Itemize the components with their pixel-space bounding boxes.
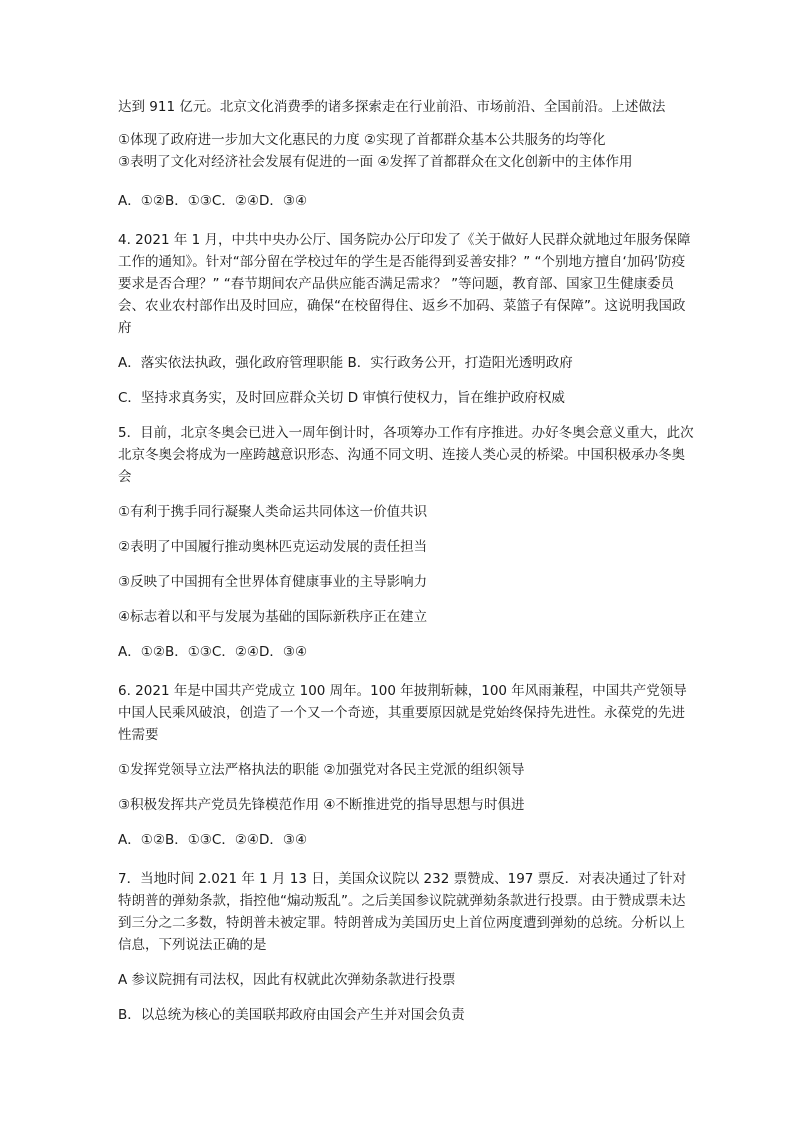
q5-stem: 5．目前，北京冬奥会已进入一周年倒计时，各项筹办工作有序推进。办好冬奥会意义重大，此次北京冬奥会将成为一座跨越意识形态、沟通不同文明、连接人类心灵的桥梁。中国积极承办冬奥会 bbox=[118, 425, 694, 485]
q3-answer-choices: A．①②B．①③C．②④D．③④ bbox=[118, 193, 308, 209]
q7-answer-b: B．以总统为核心的美国联邦政府由国会产生并对国会负责 bbox=[118, 1007, 465, 1023]
q5-answer-choices: A．①②B．①③C．②④D．③④ bbox=[118, 644, 308, 660]
q4-stem: 4. 2021 年 1 月，中共中央办公厅、国务院办公厅印发了《关于做好人民群众就地过年服务保障工作的通知》。针对“部分留在学校过年的学生是否能得到妥善安排？” “个别地方擅自‘加码’防疫要求是否合理？” “春节期间农产品供应能否满足需求？ ”等问题，教育部、国家卫生健康委员会、农业农村部作出及时回应，确保“在校留得住、返乡不加码、菜篮子有保障”。这说明我国政府 bbox=[118, 232, 691, 336]
q5-option-4: ④标志着以和平与发展为基础的国际新秩序正在建立 bbox=[118, 609, 428, 625]
q7-answer-a: A 参议院拥有司法权，因此有权就此次弹劾条款进行投票 bbox=[118, 972, 456, 988]
q3-options-1-2: ①体现了政府进一步加大文化惠民的力度 ②实现了首都群众基本公共服务的均等化 bbox=[118, 132, 606, 148]
q5-option-2: ②表明了中国履行推动奥林匹克运动发展的责任担当 bbox=[118, 539, 428, 555]
q3-stem-tail: 达到 911 亿元。北京文化消费季的诸多探索走在行业前沿、市场前沿、全国前沿。上述做法 bbox=[118, 99, 666, 115]
q3-options-3-4: ③表明了文化对经济社会发展有促进的一面 ④发挥了首都群众在文化创新中的主体作用 bbox=[118, 154, 633, 170]
q6-answer-choices: A．①②B．①③C．②④D．③④ bbox=[118, 832, 308, 848]
q6-stem: 6. 2021 年是中国共产党成立 100 周年。100 年披荆斩棘，100 年风雨兼程，中国共产党领导中国人民乘风破浪，创造了一个又一个奇迹，其重要原因就是党始终保持先进性。永葆党的先进性需要 bbox=[118, 683, 687, 743]
q6-options-3-4: ③积极发挥共产党员先锋模范作用 ④不断推进党的指导思想与时俱进 bbox=[118, 797, 525, 813]
q5-option-1: ①有利于携手同行凝聚人类命运共同体这一价值共识 bbox=[118, 504, 428, 520]
q6-options-1-2: ①发挥党领导立法严格执法的职能 ②加强党对各民主党派的组织领导 bbox=[118, 762, 525, 778]
q4-answer-c-d: C．坚持求真务实，及时回应群众关切 D 审慎行使权力，旨在维护政府权威 bbox=[118, 390, 565, 406]
q5-option-3: ③反映了中国拥有全世界体育健康事业的主导影响力 bbox=[118, 574, 428, 590]
q4-answer-a-b: A．落实依法执政，强化政府管理职能 B．实行政务公开，打造阳光透明政府 bbox=[118, 355, 573, 371]
exam-page bbox=[118, 96, 698, 1026]
q7-stem: 7．当地时间 2.021 年 1 月 13 日，美国众议院以 232 票赞成、197 票反．对表决通过了针对特朗普的弹劾条款，指控他“煽动叛乱”。之后美国参议院就弹劾条款进行投票。由于赞成票未达到三分之二多数，特朗普未被定罪。特朗普成为美国历史上首位两度遭到弹劾的总统。分析以上信息，下列说法正确的是 bbox=[118, 871, 687, 953]
